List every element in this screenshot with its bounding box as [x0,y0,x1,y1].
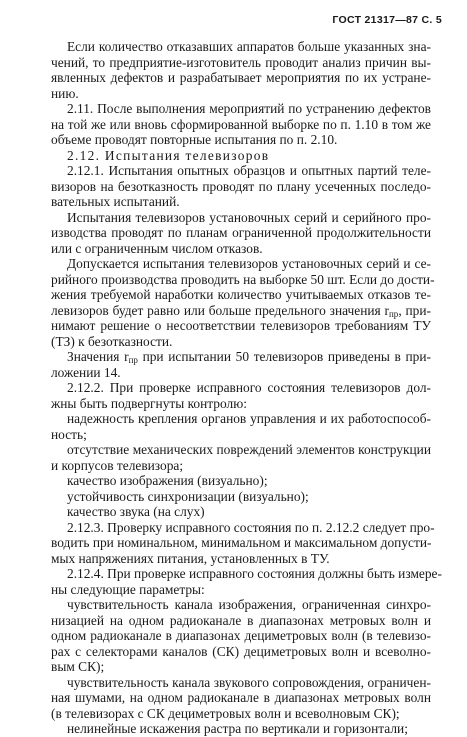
text-line [51,101,431,117]
text-line-content: Значения r [67,349,129,364]
text-line-content: жения требуемой наработки количество учитываемых отказов те- [51,287,431,302]
text-line [51,644,431,660]
text-line-content: отсутствие механических повреждений элементов конструкции [67,442,431,457]
text-line-content: (ТЗ) к безотказности. [51,333,173,349]
text-line-content: нию. [51,85,79,101]
text-line [51,597,431,613]
text-line-content: водить при номинальном, минимальном и максимальном допусти- [51,535,432,550]
text-line [51,256,431,272]
text-line [51,303,431,319]
text-line-content: 2.12.1. Испытания опытных образцов и опытных партий теле- [67,163,431,178]
text-line [51,504,431,520]
text-line [51,411,431,427]
text-line-content: 2.12.2. При проверке исправного состояния телевизоров дол- [67,380,431,395]
text-line [51,628,431,644]
text-line [51,163,431,179]
text-line [51,519,435,536]
text-line [51,86,431,102]
text-line-content: 2.12.4. При проверке исправного состояния должны быть измере- [67,566,442,581]
text-line-content: 2.12.3. Проверку исправного состояния по п. 2.12.2 следует про- [67,519,435,535]
text-line [51,380,431,396]
text-line-content: рах с селекторами каналов (СК) дециметровых волн и всеволно- [51,643,431,659]
text-line-content: чувствительность канала звукового сопровождения, ограничен- [67,674,431,690]
text-line-content: на той же или вновь сформированной выборке по п. 1.10 в том же [51,116,431,132]
text-line-content: или с ограниченным числом отказов. [51,240,263,256]
text-line-continuation: при испытании 50 телевизоров приведены в при- [137,349,431,364]
page-header: ГОСТ 21317—87 С. 5 [332,14,442,26]
text-line-content: чений, то предприятие-изготовитель проводит анализ причин вы- [51,54,431,70]
text-line-content: нелинейные искажения растра по вертикали и горизонтали; [67,721,408,736]
text-line [51,210,431,226]
text-line [51,396,431,412]
text-line [51,148,431,164]
text-line-content: Если количество отказавших аппаратов больше указанных зна- [67,39,431,54]
text-line [51,39,431,55]
text-line [51,427,431,443]
text-line [51,287,431,303]
text-line-content: качество звука (на слух) [67,504,205,519]
text-line [51,659,431,675]
text-line-content: явленных дефектов и разрабатывает мероприятия по их устране- [51,70,431,85]
text-line-content: ны следующие параметры: [51,581,205,597]
text-line [51,334,431,350]
text-line-content: изводства проводят по планам ограниченной продолжительности [51,225,431,240]
text-line [51,582,431,598]
text-line-content: вательных испытаний. [51,194,180,209]
text-line-content: Испытания телевизоров установочных серий и серийного про- [67,209,431,225]
subscript: пр [388,308,399,319]
text-line-continuation: , при- [398,302,431,318]
text-line-content: объеме проводят повторные испытания по п. 2.10. [51,132,338,147]
text-line-content: ность; [51,426,87,442]
body-text [51,39,442,737]
text-line [51,613,431,629]
text-line [51,706,431,722]
text-line-content: одном радиоканале в диапазонах дециметровых волн (в телевизо- [51,628,431,643]
text-line-content: качество изображения (визуально); [67,473,268,488]
text-line [51,458,431,474]
text-line-content: (в телевизорах с СК дециметровых волн и всеволновым СК); [51,705,400,721]
text-line-content: чувствительность канала изображения, ограниченная синхро- [67,597,431,612]
text-line [51,179,431,195]
text-line-content: мых напряжениях питания, установленных в ТУ. [51,550,330,566]
text-line-content: устойчивость синхронизации (визуально); [67,488,309,504]
text-line [51,489,431,505]
text-line [51,70,431,86]
text-line [51,117,431,133]
text-line-content: жны быть подвергнуты контролю: [51,395,247,411]
text-line [51,675,431,691]
text-line-content: и корпусов телевизора; [51,457,184,473]
text-line-content: нимают решение о несоответствии телевизоров требованиям ТУ [51,318,431,333]
text-line [51,132,431,148]
text-line [51,365,431,381]
text-line-content: ная шумами, на одном радиоканале в диапазонах метровых волн [51,690,431,705]
text-line-content: ложении 14. [51,364,121,380]
text-line-content: Допускается испытания телевизоров установочных серий и се- [67,256,431,271]
text-line [51,271,435,288]
text-line [51,721,431,737]
text-line-content: 2.12. Испытания телевизоров [67,147,270,163]
text-line [51,690,431,706]
text-line-content: вым СК); [51,659,105,674]
text-line [51,55,431,71]
text-line-content: надежность крепления органов управления и их работоспособ- [67,411,431,426]
text-line [51,318,431,334]
text-line-content: визоров на безотказность проводят по плану усеченных последо- [51,178,431,194]
text-line [51,551,431,567]
text-line [51,194,431,210]
text-line-content: низацией на одном радиоканале в диапазонах метровых волн и [51,612,431,628]
text-line-content: левизоров будет равно или больше предельного значения r [51,302,389,318]
text-line-content: 2.11. После выполнения мероприятий по устранению дефектов [67,101,431,116]
text-line [51,349,431,365]
text-line [51,535,431,551]
text-line-content: рийного производства проводить на выборке 50 шт. Если до дости- [51,271,435,287]
text-line [51,566,442,582]
text-line [51,442,431,458]
text-line [51,241,431,257]
text-line [51,225,431,241]
text-line [51,473,431,489]
subscript: пр [128,355,138,365]
